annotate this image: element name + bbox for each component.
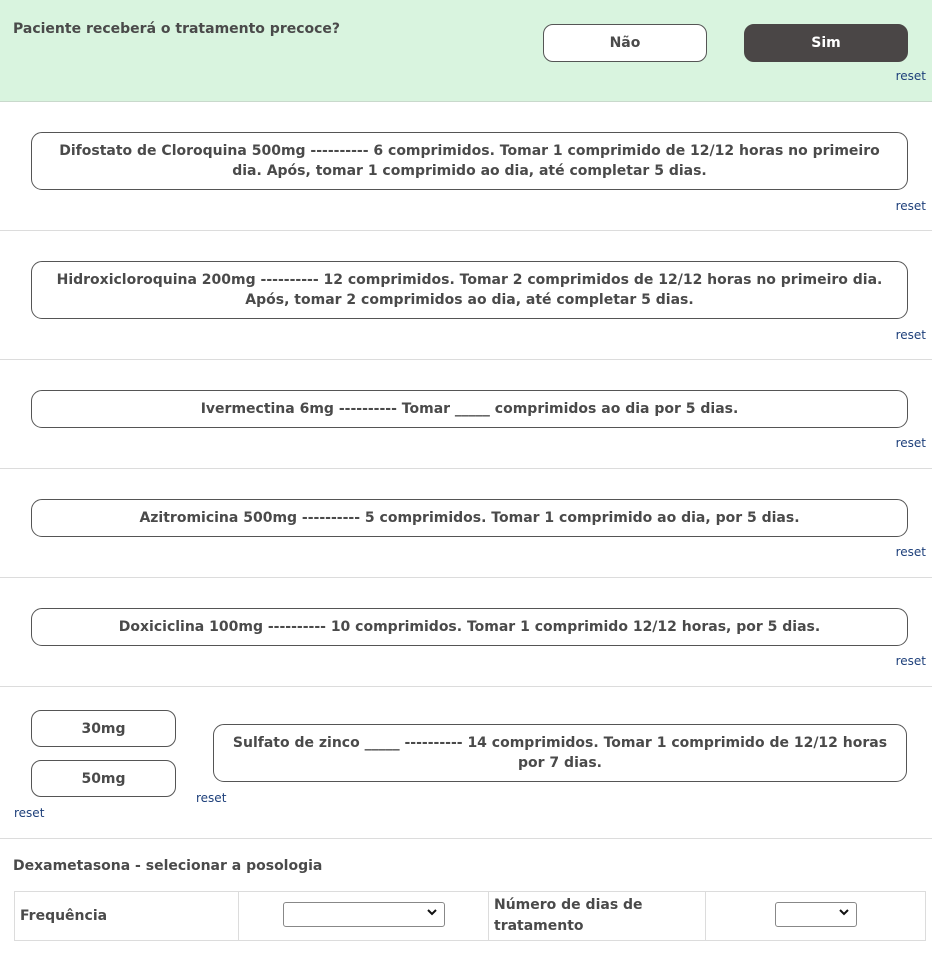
frequency-select[interactable] <box>283 902 445 927</box>
question-reset-link[interactable]: reset <box>895 69 926 83</box>
frequency-cell <box>239 892 489 941</box>
hidroxicloroquina-reset-link[interactable]: reset <box>895 328 926 342</box>
medication-row-ivermectina <box>0 360 932 469</box>
option-nao-button[interactable]: Não <box>543 24 707 62</box>
hidroxicloroquina-option-button[interactable]: Hidroxicloroquina 200mg ---------- 12 comprimidos. Tomar 2 comprimidos de 12/12 horas no primeiro dia. Após, tomar 2 comprimidos ao dia, até completar 5 dias. <box>31 261 908 319</box>
cloroquina-reset-link[interactable]: reset <box>895 199 926 213</box>
medication-row-azitromicina <box>0 469 932 578</box>
medication-row-hidroxicloroquina <box>0 231 932 360</box>
option-sim-button[interactable]: Sim <box>744 24 908 62</box>
days-label: Número de dias de tratamento <box>489 892 706 941</box>
dexametasona-section <box>0 839 932 953</box>
chevron-down-icon <box>838 906 850 922</box>
cloroquina-option-button[interactable]: Difostato de Cloroquina 500mg ---------- 6 comprimidos. Tomar 1 comprimido de 12/12 horas no primeiro dia. Após, tomar 1 comprimido ao dia, até completar 5 dias. <box>31 132 908 190</box>
zinco-option-button[interactable]: Sulfato de zinco _____ ---------- 14 comprimidos. Tomar 1 comprimido de 12/12 horas por 7 dias. <box>213 724 907 782</box>
zinco-reset-link[interactable]: reset <box>196 791 227 805</box>
zinc-dose-reset-link[interactable]: reset <box>14 806 45 820</box>
days-cell <box>706 892 926 941</box>
ivermectina-option-button[interactable]: Ivermectina 6mg ---------- Tomar _____ comprimidos ao dia por 5 dias. <box>31 390 908 428</box>
medication-row-cloroquina <box>0 102 932 231</box>
days-select[interactable] <box>775 902 857 927</box>
frequency-label: Frequência <box>15 892 239 941</box>
azitromicina-option-button[interactable]: Azitromicina 500mg ---------- 5 comprimidos. Tomar 1 comprimido ao dia, por 5 dias. <box>31 499 908 537</box>
chevron-down-icon <box>426 906 438 922</box>
dexametasona-table <box>14 891 926 941</box>
early-treatment-question: Paciente receberá o tratamento precoce? <box>13 21 341 37</box>
ivermectina-reset-link[interactable]: reset <box>895 436 926 450</box>
azitromicina-reset-link[interactable]: reset <box>895 545 926 559</box>
dexametasona-title: Dexametasona - selecionar a posologia <box>13 858 323 874</box>
doxiciclina-reset-link[interactable]: reset <box>895 654 926 668</box>
medication-row-doxiciclina <box>0 578 932 687</box>
zinc-dose-50mg-button[interactable]: 50mg <box>31 760 176 797</box>
doxiciclina-option-button[interactable]: Doxiciclina 100mg ---------- 10 comprimidos. Tomar 1 comprimido 12/12 horas, por 5 dias. <box>31 608 908 646</box>
early-treatment-question-section <box>0 0 932 102</box>
zinc-dose-30mg-button[interactable]: 30mg <box>31 710 176 747</box>
medication-row-zinco <box>0 687 932 839</box>
